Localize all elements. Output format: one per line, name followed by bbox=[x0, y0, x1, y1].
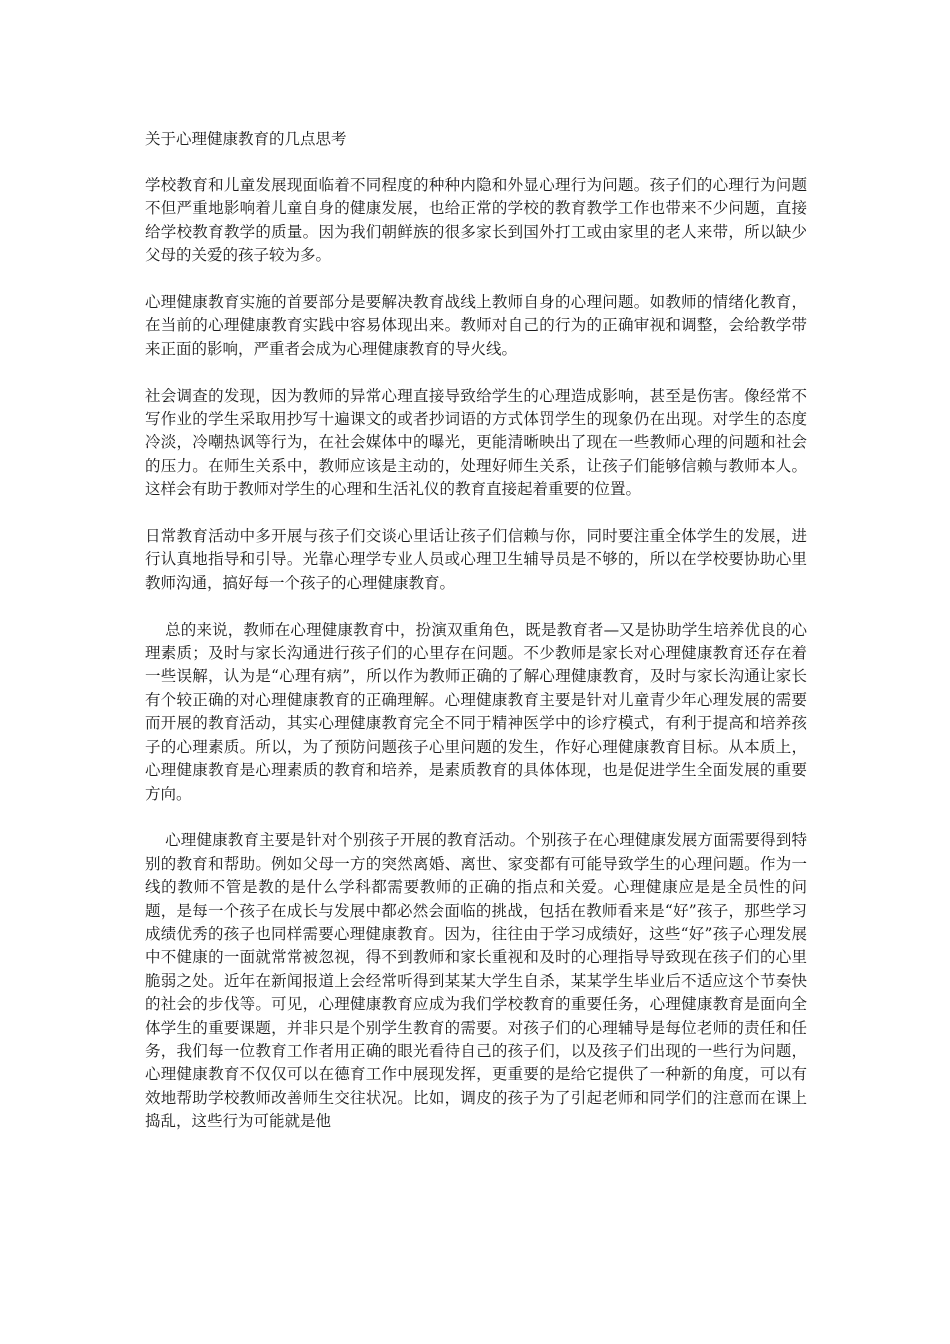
paragraph-1: 学校教育和儿童发展现面临着不同程度的种种内隐和外显心理行为问题。孩子们的心理行为问题不但严重地影响着儿童自身的健康发展，也给正常的学校的教育教学工作也带来不少问题，直接给学校教育教学的质量。因为我们朝鲜族的很多家长到国外打工或由家里的老人来带，所以缺少父母的关爱的孩子较为多。 bbox=[145, 176, 807, 265]
document-title: 关于心理健康教育的几点思考 bbox=[145, 130, 347, 148]
paragraph-2: 心理健康教育实施的首要部分是要解决教育战线上教师自身的心理问题。如教师的情绪化教育，在当前的心理健康教育实践中容易体现出来。教师对自己的行为的正确审视和调整，会给教学带来正面的影响，严重者会成为心理健康教育的导火线。 bbox=[145, 293, 807, 358]
document-body bbox=[145, 174, 807, 1134]
paragraph-4: 日常教育活动中多开展与孩子们交谈心里话让孩子们信赖与你，同时要注重全体学生的发展，进行认真地指导和引导。光靠心理学专业人员或心理卫生辅导员是不够的，所以在学校要协助心里教师沟通，搞好每一个孩子的心理健康教育。 bbox=[145, 527, 807, 592]
paragraph-5: 总的来说，教师在心理健康教育中，扮演双重角色，既是教育者—又是协助学生培养优良的心理素质；及时与家长沟通进行孩子们的心里存在问题。不少教师是家长对心理健康教育还存在着一些误解，认为是“心理有病”，所以作为教师正确的了解心理健康教育，及时与家长沟通让家长有个较正确的对心理健康教育的正确理解。心理健康教育主要是针对儿童青少年心理发展的需要而开展的教育活动，其实心理健康教育完全不同于精神医学中的诊疗模式，有利于提高和培养孩子的心理素质。所以，为了预防问题孩子心里问题的发生，作好心理健康教育目标。从本质上，心理健康教育是心理素质的教育和培养，是素质教育的具体体现，也是促进学生全面发展的重要方向。 bbox=[145, 620, 807, 803]
paragraph-3: 社会调查的发现，因为教师的异常心理直接导致给学生的心理造成影响，甚至是伤害。像经常不写作业的学生采取用抄写十遍课文的或者抄词语的方式体罚学生的现象仍在出现。对学生的态度冷淡，冷嘲热讽等行为，在社会媒体中的曝光，更能清晰映出了现在一些教师心理的问题和社会的压力。在师生关系中，教师应该是主动的，处理好师生关系，让孩子们能够信赖与教师本人。这样会有助于教师对学生的心理和生活礼仪的教育直接起着重要的位置。 bbox=[145, 386, 807, 499]
paragraph-6: 心理健康教育主要是针对个别孩子开展的教育活动。个别孩子在心理健康发展方面需要得到特别的教育和帮助。例如父母一方的突然离婚、离世、家变都有可能导致学生的心理问题。作为一线的教师不管是教的是什么学科都需要教师的正确的指点和关爱。心理健康应是是全员性的问题，是每一个孩子在成长与发展中都必然会面临的挑战，包括在教师看来是“好”孩子，那些学习成绩优秀的孩子也同样需要心理健康教育。因为，往往由于学习成绩好，这些“好”孩子心理发展中不健康的一面就常常被忽视，得不到教师和家长重视和及时的心理指导导致现在孩子们的心里脆弱之处。近年在新闻报道上会经常听得到某某大学生自杀，某某学生毕业后不适应这个节奏快的社会的步伐等。可见，心理健康教育应成为我们学校教育的重要任务，心理健康教育是面向全体学生的重要课题，并非只是个别学生教育的需要。对孩子们的心理辅导是每位老师的责任和任务，我们每一位教育工作者用正确的眼光看待自己的孩子们，以及孩子们出现的一些行为问题，心理健康教育不仅仅可以在德育工作中展现发挥，更重要的是给它提供了一种新的角度，可以有效地帮助学校教师改善师生交往状况。比如，调皮的孩子为了引起老师和同学们的注意而在课上捣乱，这些行为可能就是他 bbox=[145, 831, 807, 1131]
